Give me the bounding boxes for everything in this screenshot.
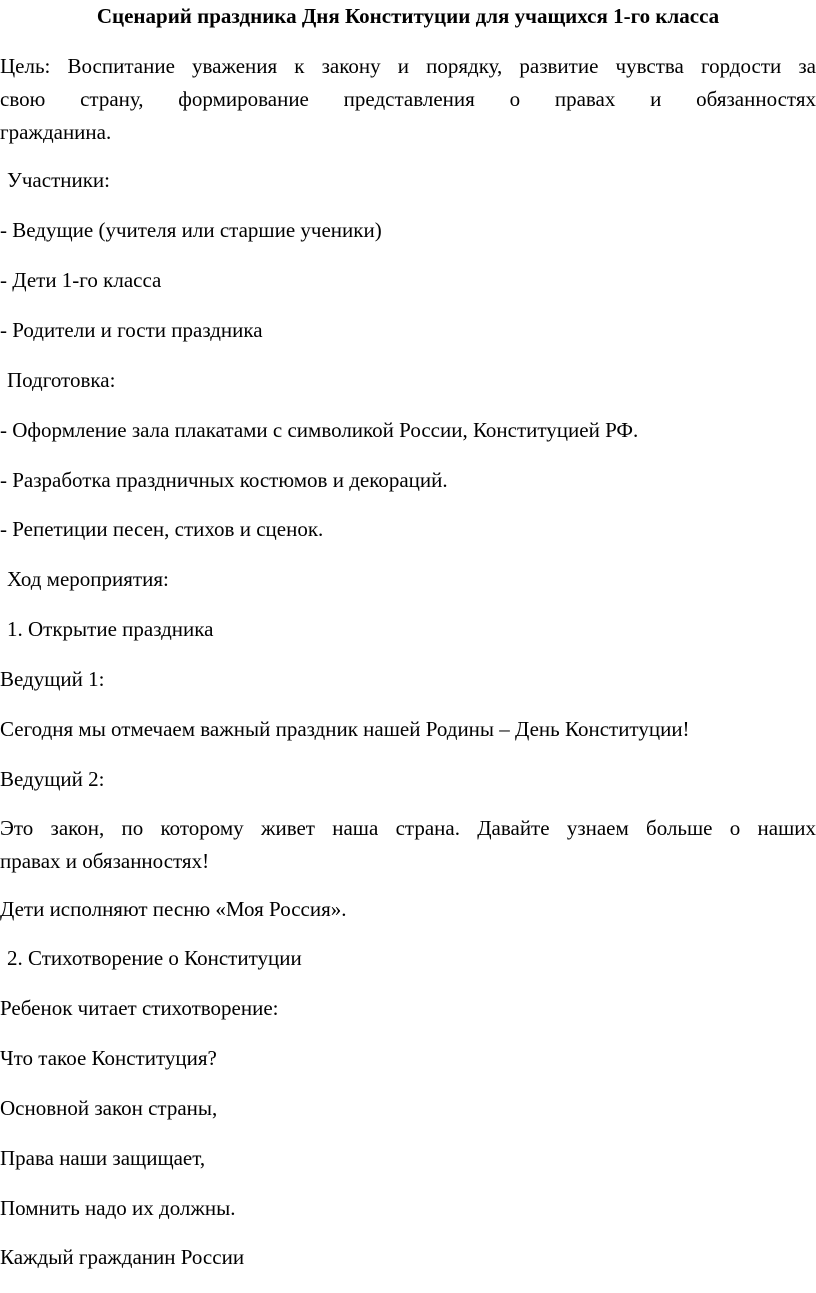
section1-heading: 1. Открытие праздника <box>7 617 214 641</box>
host2-line-2: правах и обязанностях! <box>0 849 210 873</box>
host1-label: Ведущий 1: <box>0 667 105 691</box>
section2-heading: 2. Стихотворение о Конституции <box>7 946 302 970</box>
host1-line: Сегодня мы отмечаем важный праздник нашей Родины – День Конституции! <box>0 717 690 741</box>
participant-item-3: - Родители и гости праздника <box>0 318 263 342</box>
host2-paragraph <box>0 814 816 880</box>
poem-intro: Ребенок читает стихотворение: <box>0 996 279 1020</box>
song-line: Дети исполняют песню «Моя Россия». <box>0 897 347 921</box>
preparation-heading: Подготовка: <box>7 368 116 392</box>
poem-line-1: Что такое Конституция? <box>0 1046 217 1070</box>
participant-item-1: - Ведущие (учителя или старшие ученики) <box>0 218 382 242</box>
poem-line-3: Права наши защищает, <box>0 1146 206 1170</box>
poem-line-5: Каждый гражданин России <box>0 1245 245 1269</box>
document-title: Сценарий праздника Дня Конституции для учащихся 1-го класса <box>96 4 720 28</box>
host2-label: Ведущий 2: <box>0 767 105 791</box>
participant-item-2: - Дети 1-го класса <box>0 268 162 292</box>
preparation-item-2: - Разработка праздничных костюмов и декораций. <box>0 468 448 492</box>
poem-line-4: Помнить надо их должны. <box>0 1196 236 1220</box>
host2-line-1: Это закон, по которому живет наша страна. Давайте узнаем больше о наших <box>0 816 816 840</box>
preparation-item-3: - Репетиции песен, стихов и сценок. <box>0 517 324 541</box>
poem-line-2: Основной закон страны, <box>0 1096 218 1120</box>
preparation-item-1: - Оформление зала плакатами с символикой России, Конституцией РФ. <box>0 418 639 442</box>
goal-line-1: Цель: Воспитание уважения к закону и порядку, развитие чувства гордости за <box>0 54 816 78</box>
goal-paragraph <box>0 52 816 151</box>
participants-heading: Участники: <box>7 168 111 192</box>
goal-line-2: свою страну, формирование представления о правах и обязанностях <box>0 87 816 111</box>
event-heading: Ход мероприятия: <box>7 567 169 591</box>
goal-line-3: гражданина. <box>0 120 112 144</box>
